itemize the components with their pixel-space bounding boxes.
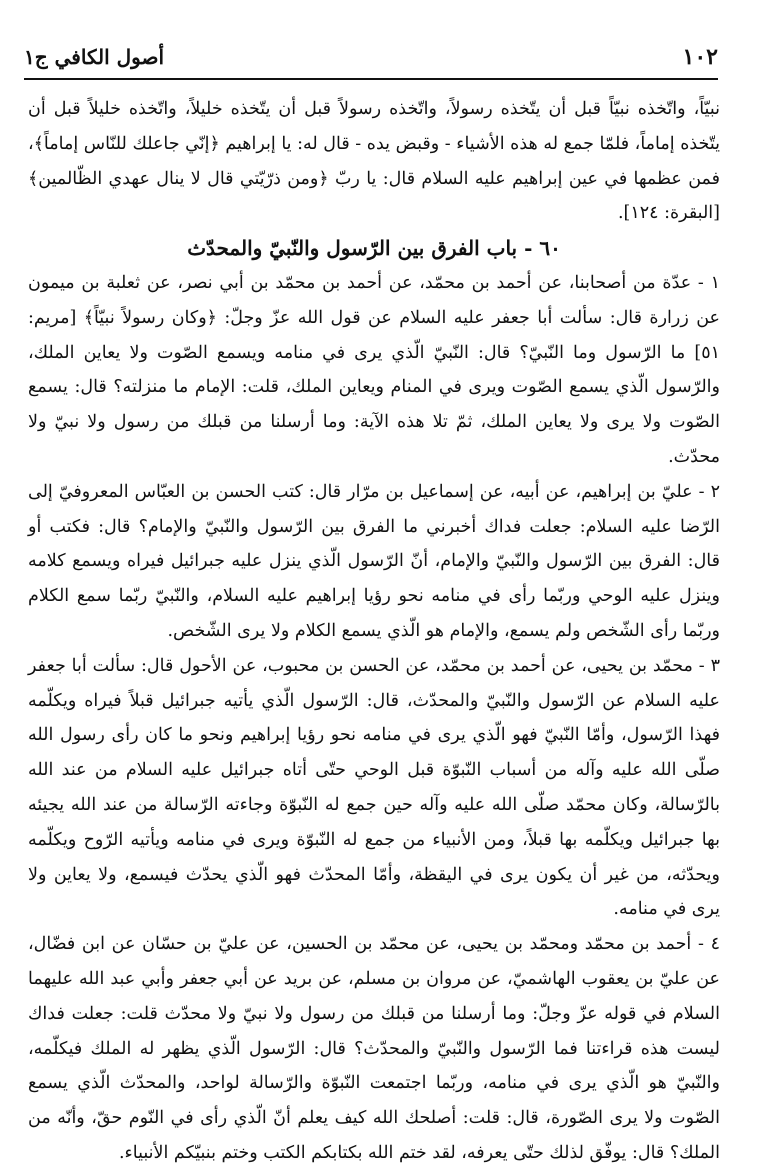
page-header bbox=[24, 36, 718, 80]
hadith-paragraph-1: ١ - عدّة من أصحابنا، عن أحمد بن محمّد، عن أحمد بن محمّد بن أبي نصر، عن ثعلبة بن ميمون عن زرارة قال: سألت أبا جعفر عليه السلام عن قول الله عزّ وجلّ: ﴿وكان رسولاً نبيّاً﴾ [مريم: ٥١] ما الرّسول وما النّبيّ؟ قال: النّبيّ الّذي يرى في منامه ويسمع الصّوت ولا يعاين الملك، والرّسول الّذي يسمع الصّوت ويرى في المنام ويعاين الملك، قلت: الإمام ما منزلته؟ قال: يسمع الصّوت ولا يرى ولا يعاين الملك، ثمّ تلا هذه الآية: وما أرسلنا من قبلك من رسول ولا نبيّ ولا محدّث. bbox=[28, 272, 720, 467]
hadith-paragraph-2: ٢ - عليّ بن إبراهيم، عن أبيه، عن إسماعيل بن مرّار قال: كتب الحسن بن العبّاس المعروفيّ إلى الرّضا عليه السلام: جعلت فداك أخبرني ما الفرق بين الرّسول والنّبيّ والإمام؟ قال: فكتب أو قال: الفرق بين الرّسول والنّبيّ والإمام، أنّ الرّسول الّذي ينزل عليه جبرائيل فيراه ويسمع كلامه وينزل عليه الوحي وربّما رأى في منامه نحو رؤيا إبراهيم عليه السلام، والنّبيّ ربّما سمع الكلام وربّما رأى الشّخص ولم يسمع، والإمام هو الّذي يسمع الكلام ولا يرى الشّخص. bbox=[28, 481, 720, 641]
chapter-heading: ٦٠ - باب الفرق بين الرّسول والنّبيّ والمحدّث bbox=[187, 236, 561, 261]
page-number: ١٠٢ bbox=[682, 44, 718, 70]
intro-paragraph: نبيّاً، واتّخذه نبيّاً قبل أن يتّخذه رسولاً، واتّخذه رسولاً قبل أن يتّخذه خليلاً، واتّخذه خليلاً قبل أن يتّخذه إماماً، فلمّا جمع له هذه الأشياء - وقبض يده - قال له: يا إبراهيم ﴿إنّي جاعلك للنّاس إماماً﴾، فمن عظمها في عين إبراهيم عليه السلام قال: يا ربّ ﴿ومن ذرّيّتي قال لا ينال عهدي الظّالمين﴾ [البقرة: ١٢٤]. bbox=[28, 99, 720, 224]
hadith-paragraph-4: ٤ - أحمد بن محمّد ومحمّد بن يحيى، عن محمّد بن الحسين، عن عليّ بن حسّان عن ابن فضّال، عن عليّ بن يعقوب الهاشميّ، عن مروان بن مسلم، عن بريد عن أبي جعفر وأبي عبد الله عليهما السلام في قوله عزّ وجلّ: وما أرسلنا من قبلك من رسول ولا نبيّ ولا محدّث قلت: جعلت فداك ليست هذه قراءتنا فما الرّسول والنّبيّ والمحدّث؟ قال: الرّسول الّذي يظهر له الملك فيكلّمه، والنّبيّ هو الّذي يرى في منامه، وربّما اجتمعت النّبوّة والرّسالة لواحد، والمحدّث الّذي يسمع الصّوت ولا يرى الصّورة، قال: قلت: أصلحك الله كيف يعلم أنّ الّذي رأى في النّوم حقّ، وأنّه من الملك؟ قال: يوفّق لذلك حتّى يعرفه، لقد ختم الله بكتابكم الكتب وختم بنبيّكم الأنبياء. bbox=[28, 934, 720, 1163]
book-title: أصول الكافي ج١ bbox=[24, 45, 165, 69]
page-body bbox=[28, 92, 720, 1163]
hadith-paragraph-3: ٣ - محمّد بن يحيى، عن أحمد بن محمّد، عن الحسن بن محبوب، عن الأحول قال: سألت أبا جعفر عليه السلام عن الرّسول والنّبيّ والمحدّث، قال: الرّسول الّذي يأتيه جبرائيل قبلاً فيراه ويكلّمه فهذا الرّسول، وأمّا النّبيّ فهو الّذي يرى في منامه نحو رؤيا إبراهيم ونحو ما كان رأى رسول الله صلّى الله عليه وآله من أسباب النّبوّة قبل الوحي حتّى أتاه جبرائيل عليه السلام من عند الله بالرّسالة، وكان محمّد صلّى الله عليه وآله حين جمع له النّبوّة وجاءته الرّسالة من عند الله يجيئه بها جبرائيل ويكلّمه بها قبلاً، ومن الأنبياء من جمع له النّبوّة ويرى في منامه ويأتيه الرّوح ويكلّمه ويحدّثه، من غير أن يكون يرى في اليقظة، وأمّا المحدّث فهو الّذي يحدّث فيسمع، ولا يعاين ولا يرى في منامه. bbox=[28, 655, 720, 920]
